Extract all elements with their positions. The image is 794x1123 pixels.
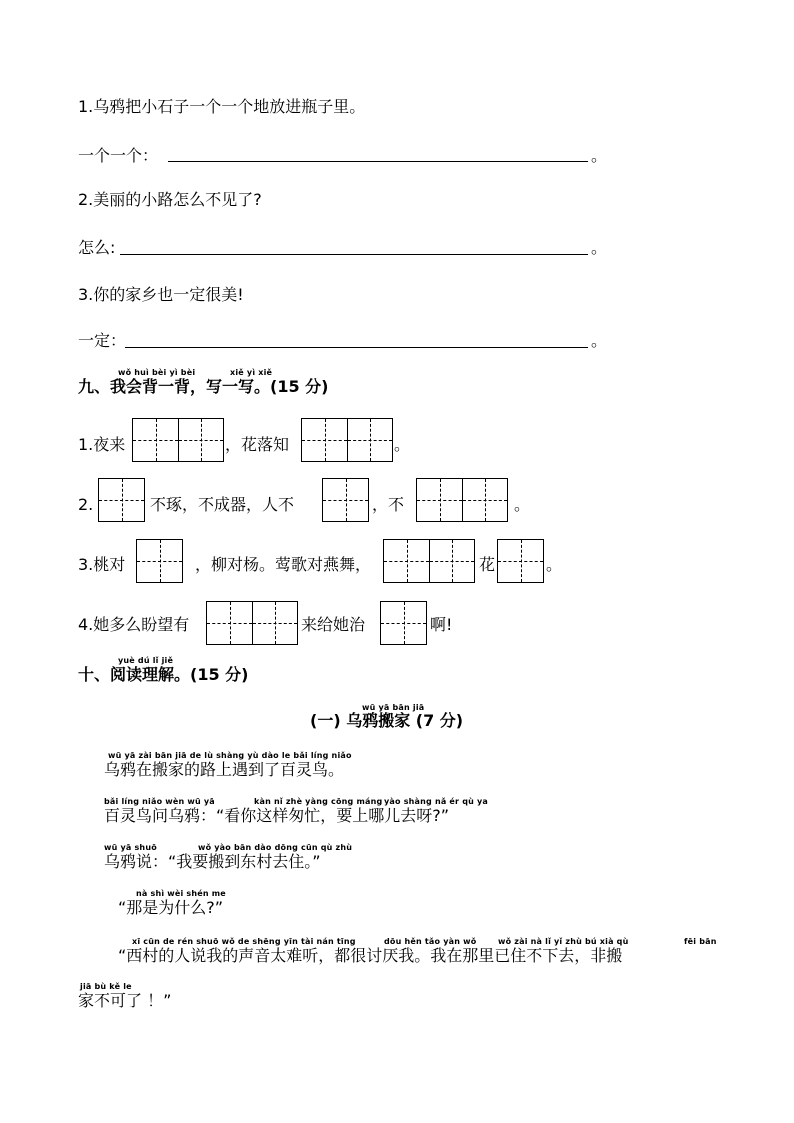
answer-end-3: 。 [591, 331, 608, 350]
q3-writing-box-3[interactable] [497, 539, 544, 583]
section10-pinyin: yuè dú lǐ jiě [118, 656, 174, 665]
p2-pinyin-b: kàn nǐ zhè yàng cōng máng [254, 797, 383, 806]
reading-title: (一) 乌鸦搬家 (7 分) [310, 711, 464, 730]
reading-paragraph-1: 乌鸦在搬家的路上遇到了百灵鸟。 [104, 760, 345, 779]
q1-text-b: ，花落知 [225, 435, 290, 454]
answer-line-3[interactable] [125, 347, 588, 348]
answer-label-1: 一个一个： [78, 146, 159, 165]
reading-paragraph-5-line-1: “西村的人说我的声音太难听，都很讨厌我。我在那里已住不下去，非搬 [118, 946, 623, 965]
p2-pinyin-c: yào shàng nǎ ér qù ya [384, 797, 489, 806]
q2-text-a: 2. [78, 495, 94, 514]
q4-text-a: 4.她多么盼望有 [78, 615, 190, 634]
q2-writing-box-3[interactable] [416, 478, 508, 522]
reading-paragraph-5-line-2: 家不可了 ！” [78, 991, 172, 1010]
q3-text-a: 3.桃对 [78, 555, 126, 574]
q2-text-c: ，不 [372, 495, 405, 514]
answer-end-2: 。 [591, 238, 608, 257]
p5-pinyin-b: dōu hěn tǎo yàn wǒ [384, 937, 477, 946]
q1-writing-box-1[interactable] [132, 418, 224, 462]
section9-pinyin-2: xiě yì xiě [230, 368, 273, 377]
sentence-3: 3.你的家乡也一定很美! [78, 285, 244, 304]
p3-pinyin-a: wū yā shuō [104, 843, 157, 852]
answer-label-2: 怎么: [78, 238, 116, 257]
q1-text-a: 1.夜来 [78, 435, 126, 454]
p5-pinyin-d: fēi bān [684, 937, 717, 946]
q3-writing-box-1[interactable] [136, 539, 183, 583]
reading-paragraph-2: 百灵鸟问乌鸦：“看你这样匆忙，要上哪儿去呀?” [104, 806, 450, 825]
answer-line-2[interactable] [120, 254, 588, 255]
reading-title-pinyin: wū yā bān jiā [362, 703, 425, 712]
answer-end-1: 。 [591, 146, 608, 165]
q2-text-d: 。 [514, 495, 531, 514]
p5-pinyin-e: jiā bù kě le [80, 982, 132, 991]
reading-paragraph-4: “那是为什么?” [118, 898, 224, 917]
p2-pinyin-a: bǎi líng niǎo wèn wū yā [104, 797, 215, 806]
p4-pinyin: nà shì wèi shén me [136, 889, 226, 898]
p3-pinyin-b: wǒ yào bān dào dōng cūn qù zhù [198, 843, 353, 852]
q4-text-b: 来给她治 [301, 615, 366, 634]
sentence-1: 1.乌鸦把小石子一个一个地放进瓶子里。 [78, 97, 366, 116]
q2-writing-box-1[interactable] [98, 478, 145, 522]
q2-text-b: 不琢，不成器，人不 [150, 495, 295, 514]
answer-line-1[interactable] [168, 161, 588, 162]
q3-text-c: 花 [479, 555, 496, 574]
q3-text-b: ，柳对杨。莺歌对燕舞， [195, 555, 372, 574]
q3-text-d: 。 [546, 555, 563, 574]
answer-label-3: 一定： [78, 331, 127, 350]
q3-writing-box-2[interactable] [383, 539, 475, 583]
section9-title: 九、我会背一背，写一写。(15 分) [78, 377, 329, 396]
section10-title: 十、阅读理解。(15 分) [78, 665, 249, 684]
q2-writing-box-2[interactable] [322, 478, 369, 522]
p1-pinyin: wū yā zài bān jiā de lù shàng yù dào le bǎi líng niǎo [108, 751, 352, 760]
p5-pinyin-a: xī cūn de rén shuō wǒ de shēng yīn tài nán tīng [132, 937, 356, 946]
q1-writing-box-2[interactable] [301, 418, 393, 462]
p5-pinyin-c: wǒ zài nà lǐ yǐ zhù bú xià qù [498, 937, 629, 946]
q1-text-c: 。 [394, 435, 411, 454]
q4-writing-box-1[interactable] [206, 601, 298, 645]
section9-pinyin-1: wǒ huì bèi yì bèi [118, 368, 196, 377]
q4-text-c: 啊! [430, 615, 453, 634]
reading-paragraph-3: 乌鸦说：“我要搬到东村去住。” [104, 852, 321, 871]
q4-writing-box-2[interactable] [380, 601, 427, 645]
sentence-2: 2.美丽的小路怎么不见了? [78, 190, 262, 209]
